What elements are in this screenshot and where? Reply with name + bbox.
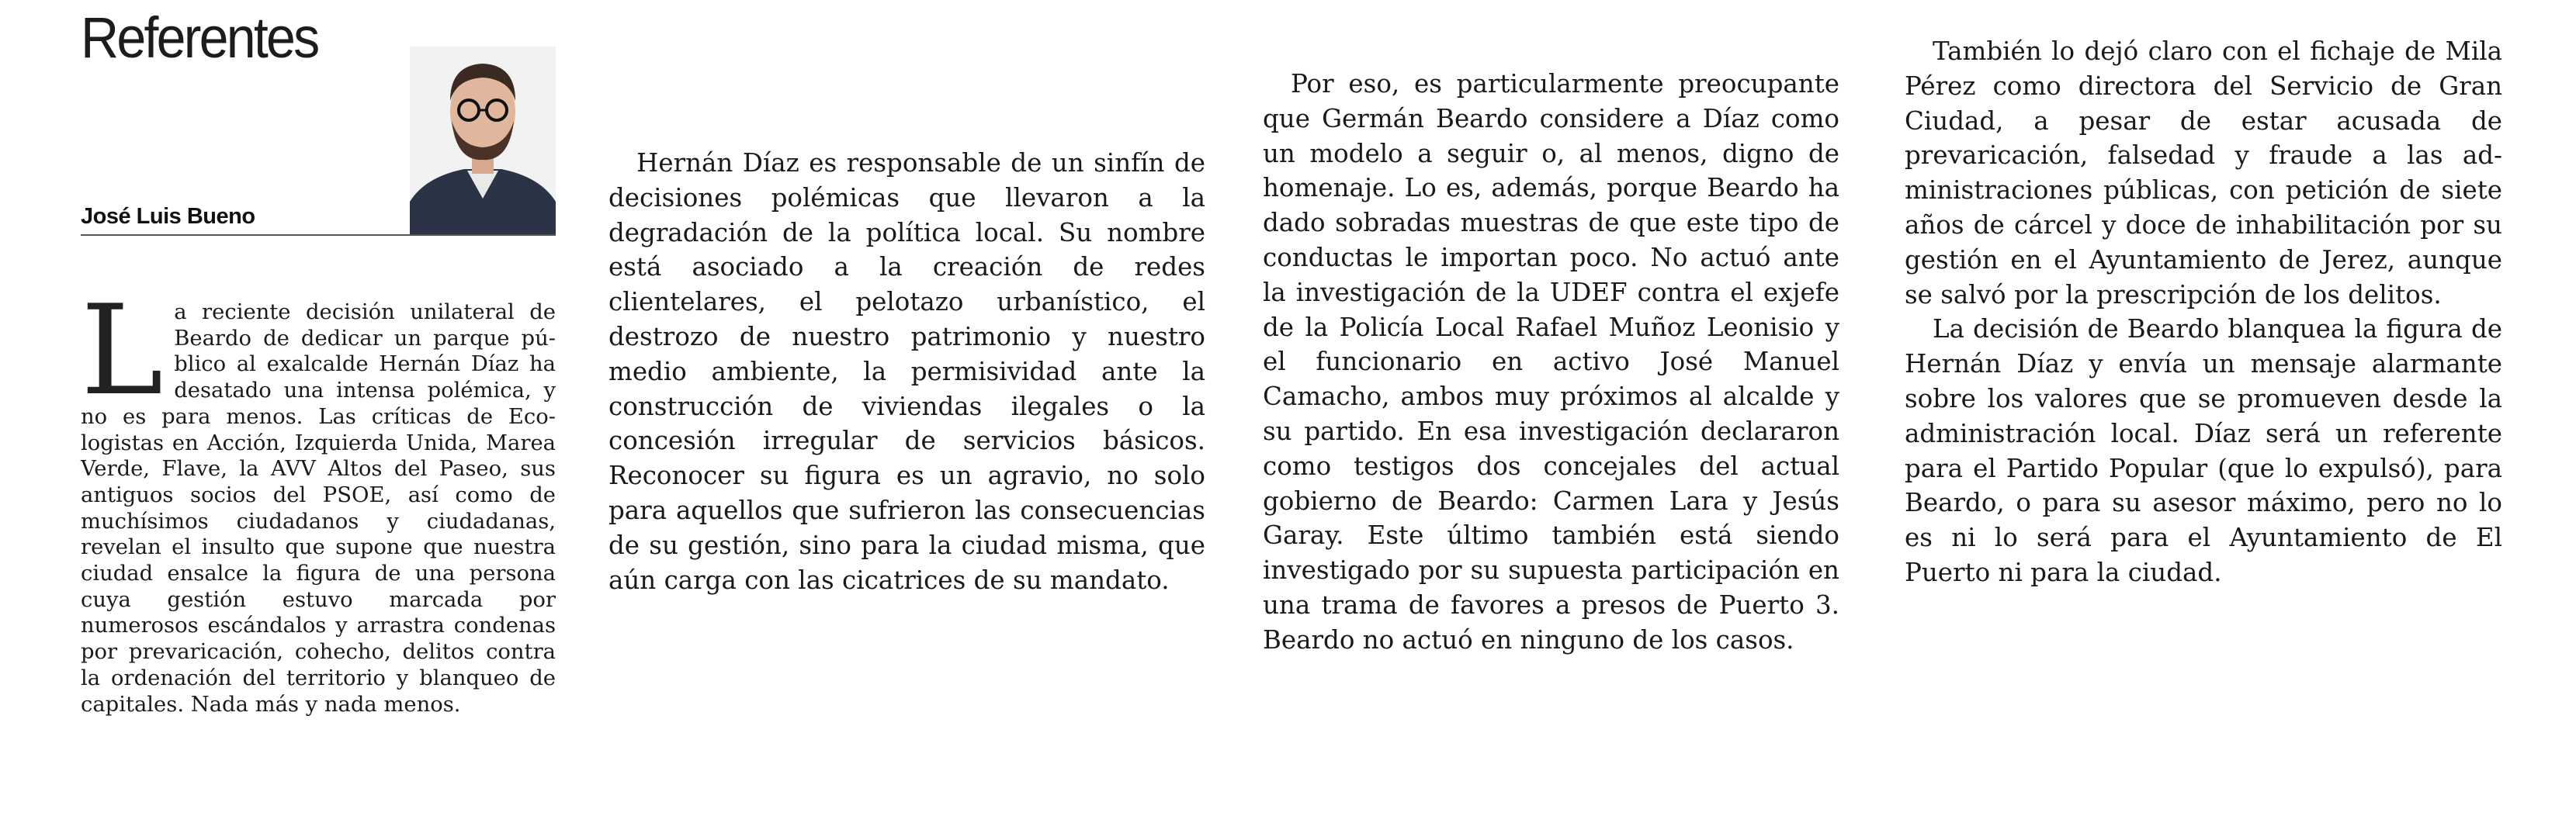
author-portrait bbox=[410, 47, 556, 234]
column-2-paragraph: Hernán Díaz es responsable de un sinfín de decisiones polémicas que llevaron a la degradación de la política local. Su nombre está asociado a la creación de redes clientelares, el pelotazo urbanístico, el destrozo de nuestro patrimonio y nuestro medio ambiente, la permisividad ante la construcción de viviendas ilegales o la concesión irregular de servicios básicos. Reconocer su figura es un agravio, no solo para aquellos que sufrieron las consecuencias de su gestión, sino para la ciudad misma, que aún carga con las cicatrices de su mandato. bbox=[608, 148, 1205, 595]
drop-cap: L bbox=[81, 278, 164, 423]
section-title: Referentes bbox=[81, 5, 318, 70]
column-4-paragraph-2: La decisión de Beardo blanquea la figura de Hernán Díaz y envía un mensaje alarmante sobre los valores que se promueven desde la administración local. Díaz será un referente para el Partido Popular (que lo expulsó), para Beardo, o para su asesor máximo, pero no lo es ni lo será para el Ayuntamiento de El Puerto ni para la ciudad. bbox=[1905, 314, 2502, 587]
article-column-3 bbox=[1263, 67, 1839, 658]
column-4-paragraph-1: También lo dejó claro con el fichaje de Mila Pérez como directora del Servicio de Gran Ciudad, a pesar de estar acusada de prevaricación, falsedad y fraude a las administraciones públicas, con petición de siete años de cárcel y doce de inhabilitación por su gestión en el Ayuntamiento de Jerez, aunque se salvó por la prescripción de los delitos. bbox=[1905, 36, 2502, 309]
lead-paragraph: a reciente decisión unilateral de Beardo de dedicar un parque público al exalcalde Hernán Díaz ha desatado una intensa polémica, y no es para menos. Las críticas de Ecologistas en Acción, Izquierda Unida, Marea Verde, Flave, la AVV Altos del Paseo, sus antiguos socios del PSOE, así como de muchísimos ciudadanos y ciudadanas, revelan el insulto que supone que nuestra ciudad ensalce la figura de una persona cuya gestión estuvo marcada por numerosos escándalos y arrastra condenas por prevaricación, cohecho, delitos contra la ordenación del territorio y blanqueo de capitales. Nada más y nada menos. bbox=[81, 300, 556, 717]
column-3-paragraph: Por eso, es particularmente preocupante que Germán Beardo considere a Díaz como un modelo a seguir o, al menos, digno de homenaje. Lo es, además, porque Beardo ha dado sobradas muestras de que este tipo de conductas le importan poco. No actuó ante la investigación de la UDEF contra el exjefe de la Policía Local Rafael Muñoz Leonisio y el funcionario en activo José Manuel Camacho, ambos muy próximos al alcalde y su partido. En esa investigación declararon como testigos dos concejales del actual gobierno de Beardo: Carmen Lara y Jesús Garay. Este último también está siendo investigado por su supuesta participación en una trama de favores a presos de Puerto 3. Beardo no actuó en ninguno de los casos. bbox=[1263, 69, 1839, 655]
article-column-2 bbox=[608, 146, 1205, 597]
author-name: José Luis Bueno bbox=[81, 204, 255, 229]
author-divider bbox=[81, 234, 556, 236]
article-column-1 bbox=[81, 278, 556, 717]
article-column-4 bbox=[1905, 34, 2502, 590]
